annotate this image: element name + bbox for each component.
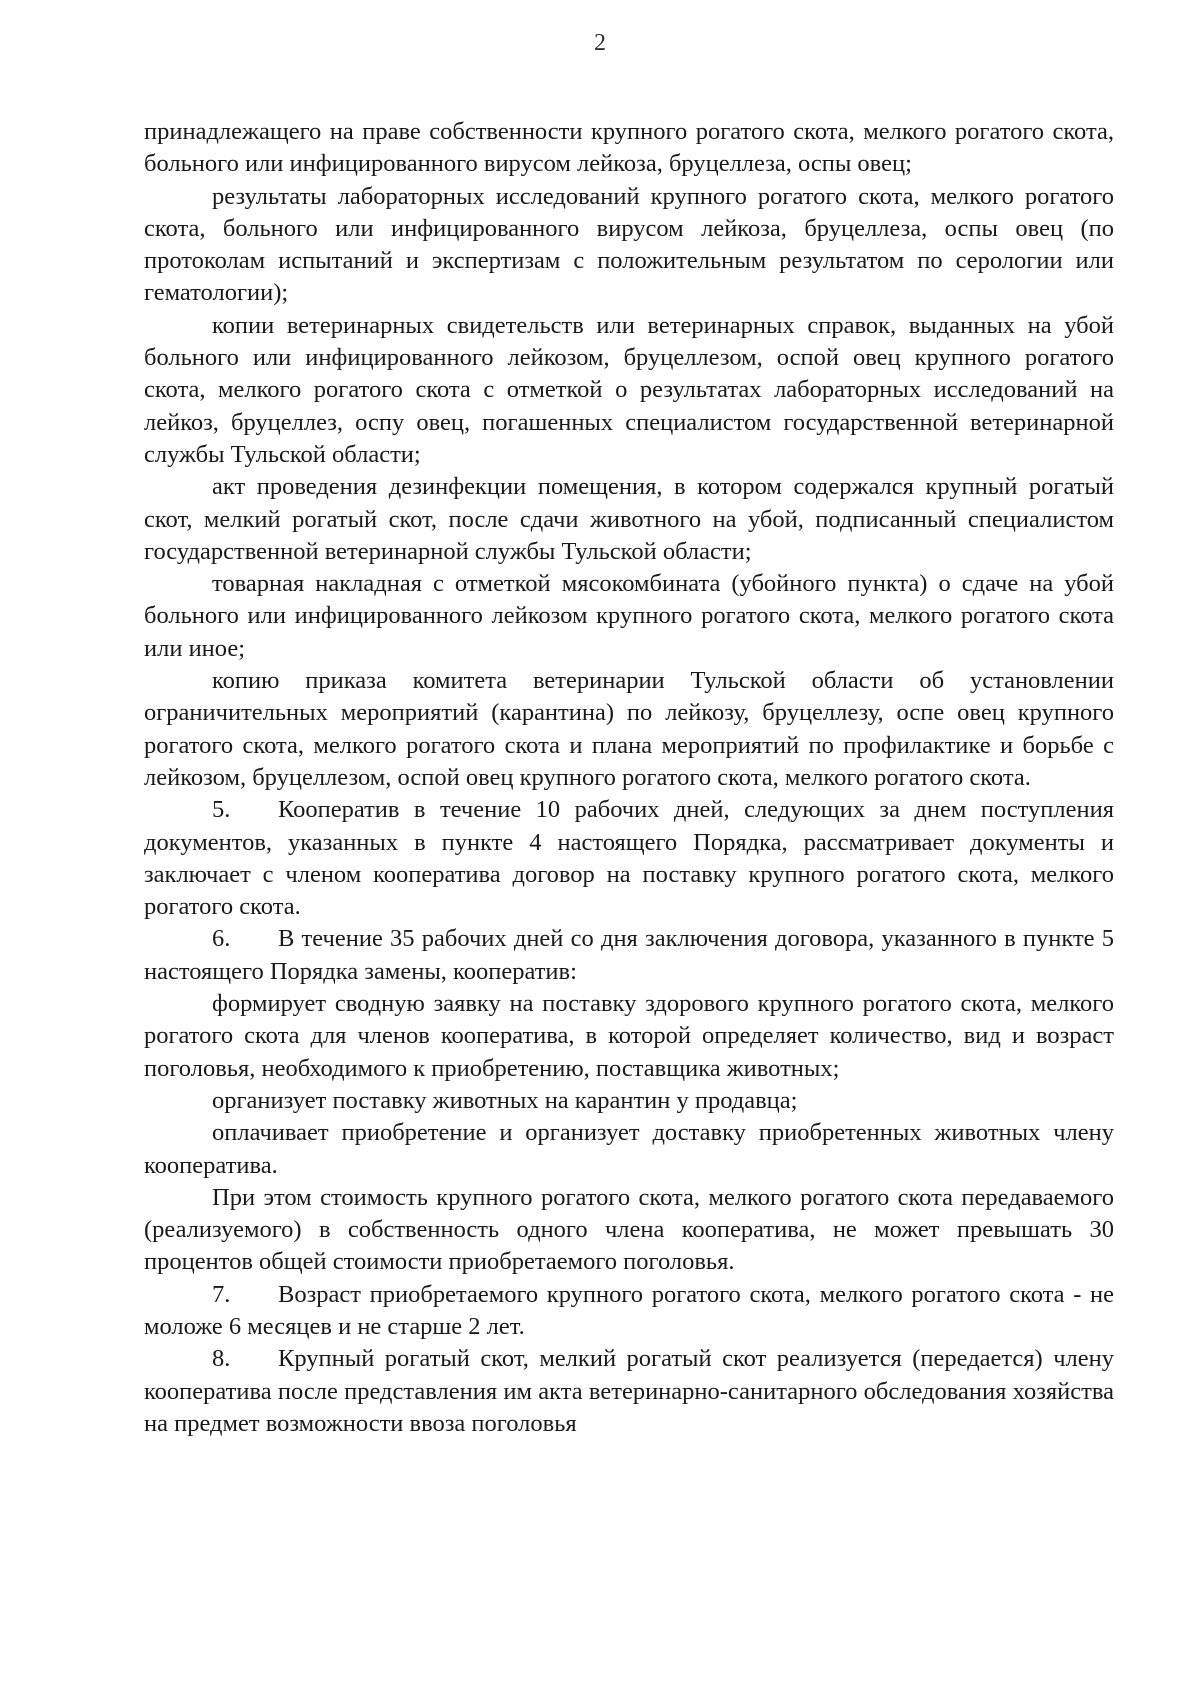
paragraph-text: копии ветеринарных свидетельств или ветеринарных справок, выданных на убой больного или инфицированного лейкозом, бруцеллезом, оспой овец крупного рогатого скота, мелкого рогатого скота с отметкой о результатах лабораторных исследований на лейкоз, бруцеллез, оспу овец, погашенных специалистом государственной ветеринарной службы Тульской области; <box>144 311 1114 468</box>
paragraph-text: организует поставку животных на карантин у продавца; <box>212 1086 798 1114</box>
paragraph-text: копию приказа комитета ветеринарии Тульской области об установлении ограничительных мероприятий (карантина) по лейкозу, бруцеллезу, оспе овец крупного рогатого скота, мелкого рогатого скота и плана мероприятий по профилактике и борьбе с лейкозом, бруцеллезом, оспой овец крупного рогатого скота, мелкого рогатого скота. <box>144 667 1114 791</box>
paragraph-text: При этом стоимость крупного рогатого скота, мелкого рогатого скота передаваемого (реализуемого) в собственность одного члена кооператива, не может превышать 30 процентов общей стоимости приобретаемого поголовья. <box>144 1183 1114 1276</box>
paragraph <box>144 665 1114 794</box>
paragraph <box>144 310 1114 471</box>
numbered-paragraph-5 <box>144 794 1114 923</box>
paragraph-text: оплачивает приобретение и организует доставку приобретенных животных члену кооператива. <box>144 1119 1114 1179</box>
paragraph <box>144 471 1114 568</box>
paragraph-number: 7. <box>212 1280 231 1308</box>
paragraph-text: Возраст приобретаемого крупного рогатого скота, мелкого рогатого скота - не моложе 6 месяцев и не старше 2 лет. <box>144 1280 1114 1340</box>
paragraph <box>144 988 1114 1085</box>
paragraph-text: товарная накладная с отметкой мясокомбината (убойного пункта) о сдаче на убой больного или инфицированного лейкозом крупного рогатого скота, мелкого рогатого скота или иное; <box>144 570 1114 662</box>
paragraph-number: 8. <box>212 1345 231 1373</box>
numbered-paragraph-6 <box>144 923 1114 988</box>
paragraph-text: В течение 35 рабочих дней со дня заключения договора, указанного в пункте 5 настоящего Порядка замены, кооператив: <box>144 925 1114 985</box>
paragraph <box>144 1117 1114 1182</box>
paragraph <box>144 1085 1114 1117</box>
numbered-paragraph-7 <box>144 1279 1114 1344</box>
paragraph-text: Крупный рогатый скот, мелкий рогатый скот реализуется (передается) члену кооператива после представления им акта ветеринарно-санитарного обследования хозяйства на предмет возможности ввоза поголовья <box>144 1345 1114 1437</box>
paragraph <box>144 116 1114 181</box>
paragraph <box>144 1182 1114 1279</box>
paragraph-text: акт проведения дезинфекции помещения, в котором содержался крупный рогатый скот, мелкий рогатый скот, после сдачи животного на убой, подписанный специалистом государственной ветеринарной службы Тульской области; <box>144 473 1114 565</box>
paragraph-text: принадлежащего на праве собственности крупного рогатого скота, мелкого рогатого скота, больного или инфицированного вирусом лейкоза, бруцеллеза, оспы овец; <box>144 118 1114 178</box>
paragraph-text: формирует сводную заявку на поставку здорового крупного рогатого скота, мелкого рогатого скота для членов кооператива, в которой определяет количество, вид и возраст поголовья, необходимого к приобретению, поставщика животных; <box>144 990 1114 1082</box>
paragraph <box>144 181 1114 310</box>
paragraph-number: 6. <box>212 925 231 953</box>
paragraph-number: 5. <box>212 796 231 824</box>
document-body <box>144 116 1114 1440</box>
numbered-paragraph-8 <box>144 1343 1114 1440</box>
paragraph <box>144 568 1114 665</box>
page-number: 2 <box>594 30 606 56</box>
paragraph-text: результаты лабораторных исследований крупного рогатого скота, мелкого рогатого скота, больного или инфицированного вирусом лейкоза, бруцеллеза, оспы овец (по протоколам испытаний и экспертизам с положительным результатом по серологии или гематологии); <box>144 182 1114 307</box>
paragraph-text: Кооператив в течение 10 рабочих дней, следующих за днем поступления документов, указанных в пункте 4 настоящего Порядка, рассматривает документы и заключает с членом кооператива договор на поставку крупного рогатого скота, мелкого рогатого скота. <box>144 796 1114 921</box>
